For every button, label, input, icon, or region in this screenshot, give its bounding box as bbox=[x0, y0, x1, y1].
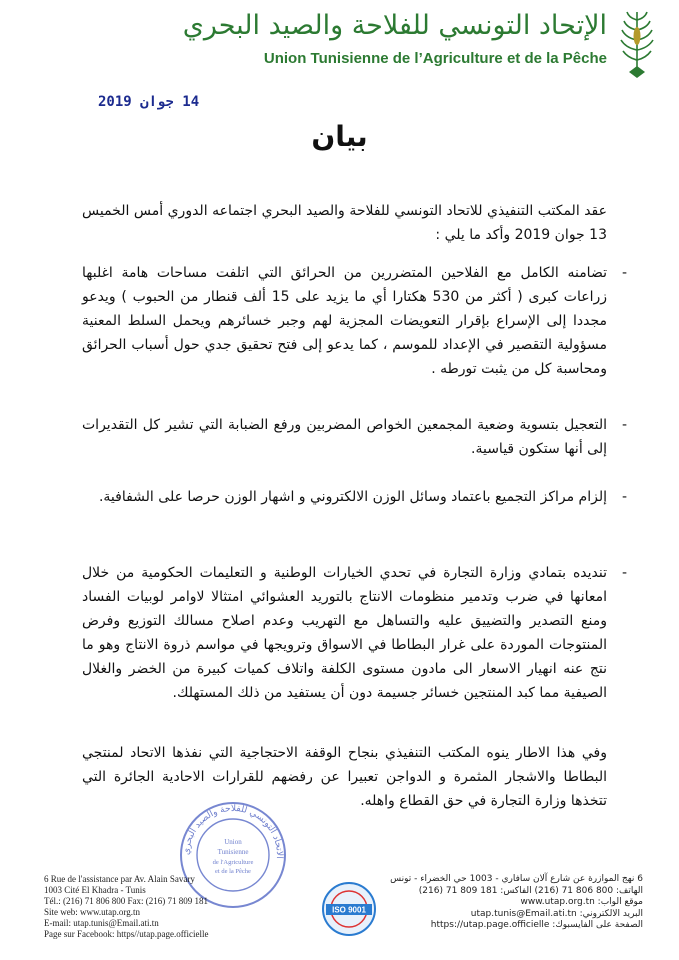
seal-ring-text: الاتحاد التونسي للفلاحة والصيد البحري bbox=[181, 803, 285, 860]
footer-line: 1003 Cité El Khadra - Tunis bbox=[44, 885, 146, 895]
bullet-dash: - bbox=[621, 265, 627, 281]
footer-line: موقع الواب: www.utap.org.tn bbox=[520, 897, 643, 907]
seal-center-line: de l'Agriculture bbox=[212, 859, 254, 866]
footer-line: E-mail: utap.tunis@Email.ati.tn bbox=[44, 918, 159, 928]
bullet-item bbox=[82, 261, 627, 381]
page-title: بيان bbox=[311, 120, 368, 153]
footer-line: الصفحة على الفايسبوك: https://utap.page.officielle bbox=[430, 920, 643, 930]
badge-label: ISO 9001 bbox=[332, 905, 366, 915]
wheat-fish-logo-icon bbox=[615, 6, 659, 80]
intro-paragraph: عقد المكتب التنفيذي للاتحاد التونسي للفلاحة والصيد البحري اجتماعه الدوري أمس الخميس 13 جوان 2019 وأكد ما يلي : bbox=[82, 203, 607, 243]
bullet-text: التعجيل بتسوية وضعية المجمعين الخواص المضربين ورفع الضبابة التي تشير كل التقديرات إلى أنها ستكون قياسية. bbox=[82, 417, 607, 457]
footer-line: Tél.: (216) 71 806 800 Fax: (216) 71 809 181 bbox=[44, 896, 208, 906]
bullet-dash: - bbox=[621, 489, 627, 505]
seal-center-line: et de la Pêche bbox=[215, 868, 251, 875]
iso-certification-badge bbox=[320, 880, 378, 938]
bullet-item bbox=[82, 561, 627, 705]
footer-address-arabic bbox=[390, 874, 643, 932]
footer-line: Page sur Facebook: https//utap.page.officielle bbox=[44, 929, 209, 939]
footer-address-french bbox=[44, 874, 209, 940]
bullet-text: تضامنه الكامل مع الفلاحين المتضررين من الحرائق التي اتلفت مساحات هامة اغلبها زراعات كبرى ( أكثر من 530 هكتارا أي ما يزيد على 15 ألف قنطار من الحبوب ) ويدعو مجددا إلى الإسراع بإقرار التعويضات المجزية لهم وجبر خسائرهم ويحمل السلط المعنية مسؤولية التقصير في الإعداد للموسم ، كما يدعو إلى فتح تحقيق جدي حول أسباب الحرائق ومحاسبة كل من يثبت تورطه . bbox=[82, 265, 607, 377]
bullet-text: تنديده بتمادي وزارة التجارة في تحدي الخيارات الوطنية و التعليمات الحكومية من خلال امعانها في ضرب وتدمير منظومات الانتاج بالتوريد العشوائي امتثالا لاوامر لوبيات الفساد ومنع التصدير والتضييق عليه والتساهل مع التهريب وعدم اصلاح مسالك التوزيع وفرض المنتوجات الموردة على غرار البطاطا في الاسواق وترويجها في مواسم ذروة الانتاج وهو ما نتج عنه انهيار الاسعار الى مادون مستوى الكلفة واتلاف كميات كبيرة من الخضر والغلال الصيفية مما كبد المنتجين خسائر جسيمة دون أن يستفيد من ذلك المستهلك. bbox=[82, 565, 607, 701]
footer-line: البريد الالكتروني: utap.tunis@Email.ati.tn bbox=[470, 908, 643, 919]
closing-paragraph: وفي هذا الاطار ينوه المكتب التنفيذي بنجاح الوقفة الاحتجاجية التي نفذها الاتحاد لمنتجي البطاطا والاشجار المثمرة و الدواجن تعبيرا عن رفضهم للقرارات الاحادية الجائرة التي تتخذها وزارة التجارة في حق القطاع واهله. bbox=[82, 745, 607, 809]
date-stamp: 14 جوان 2019 bbox=[98, 94, 200, 110]
org-name-french: Union Tunisienne de l’Agriculture et de la Pêche bbox=[263, 50, 607, 67]
seal-center-line: Tunisienne bbox=[217, 848, 249, 856]
org-name-arabic: الإتحاد التونسي للفلاحة والصيد البحري bbox=[182, 10, 607, 41]
seal-center-line: Union bbox=[224, 838, 242, 846]
footer-line: الهاتف: 800 806 71 (216) الفاكس: 181 809 71 (216) bbox=[418, 885, 643, 896]
bullet-dash: - bbox=[621, 417, 627, 433]
footer-line: 6 نهج الموازرة عن شارع آلان سافاري - 1003 حي الخضراء - تونس bbox=[390, 874, 643, 884]
bullet-dash: - bbox=[621, 565, 627, 581]
bullet-item bbox=[82, 485, 627, 509]
footer-line: 6 Rue de l'assistance par Av. Alain Savary bbox=[44, 874, 195, 884]
bullet-item bbox=[82, 413, 627, 461]
footer-line: Site web: www.utap.org.tn bbox=[44, 907, 140, 917]
bullet-text: إلزام مراكز التجميع باعتماد وسائل الوزن الالكتروني و اشهار الوزن حرصا على الشفافية. bbox=[98, 489, 607, 505]
